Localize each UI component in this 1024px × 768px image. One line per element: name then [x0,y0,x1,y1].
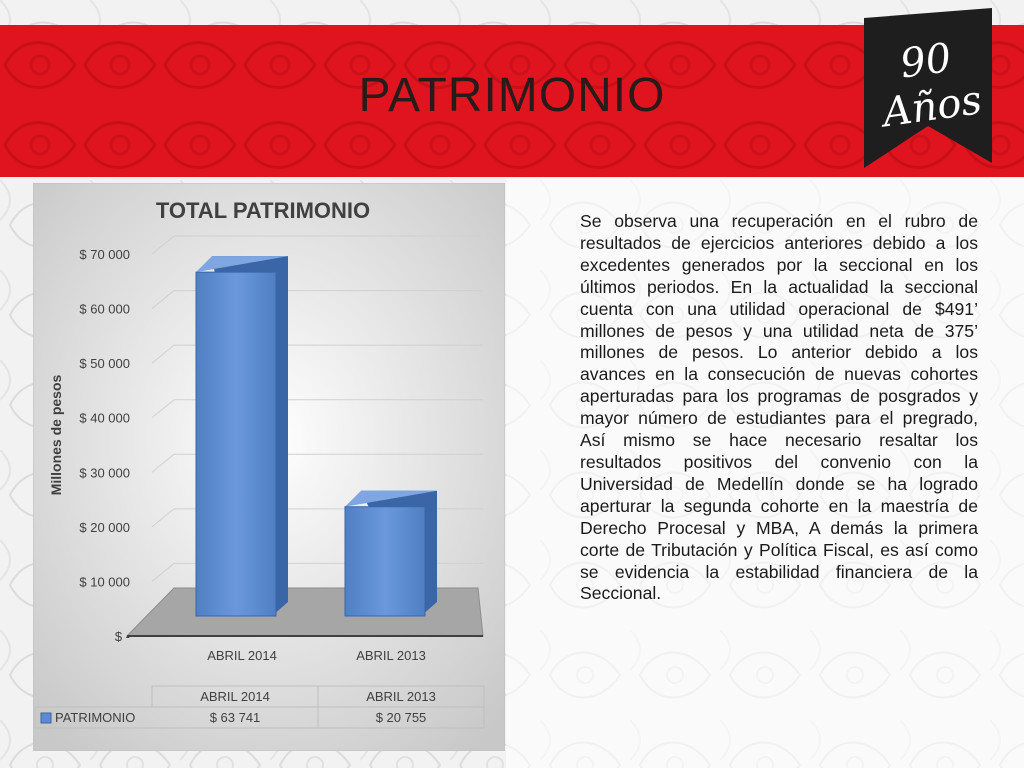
legend-swatch [41,713,51,723]
y-tick-label: $ 40 000 [79,410,130,426]
y-axis-title: Millones de pesos [48,374,64,496]
chart-title: TOTAL PATRIMONIO [155,198,371,223]
y-tick-label: $ 50 000 [79,356,130,372]
y-tick-label: $ 60 000 [79,301,130,317]
data-table-value-cell: $ 20 755 [375,710,427,725]
y-tick-label: $ 70 000 [79,247,130,262]
y-tick-label: $ 10 000 [79,574,130,590]
data-table-header-cell: ABRIL 2013 [366,689,436,704]
anniversary-badge-text: 90 Años [879,34,985,137]
x-tick-label: ABRIL 2013 [356,648,426,663]
bar [196,272,276,616]
x-tick-label: ABRIL 2014 [207,648,277,663]
data-table-value-cell: $ 63 741 [209,710,261,725]
slide-title: PATRIMONIO [358,69,666,122]
y-tick-label: $ 30 000 [79,465,130,481]
description-paragraph: Se observa una recuperación en el rubro de resultados de ejercicios anteriores debido a los excedentes generados por la seccional en los últimos periodos. En la actualidad la seccional cuenta con una utilidad operacional de $491’ millones de pesos y una utilidad neta de 375’ millones de pesos. Lo anterior debido a los avances en la consecución de nuevas cohortes aperturadas para los programas de posgrados y mayor número de estudiantes para el pregrado, Así mismo se hace necesario resaltar los resultados positivos del convenio con la Universidad de Medellín donde se ha logrado aperturar la segunda cohorte en la maestría de Derecho Procesal y MBA, A demás la primera corte de Tributación y Política Fiscal, es así como se evidencia la estabilidad financiera de la Seccional. [580,211,978,604]
data-table-header-cell: ABRIL 2014 [200,689,270,704]
chart-panel [33,183,505,751]
y-tick-label: $ 20 000 [79,519,130,535]
y-tick-label: $ - [114,629,130,644]
bar [345,507,425,616]
data-table-row-label: PATRIMONIO [55,710,136,725]
